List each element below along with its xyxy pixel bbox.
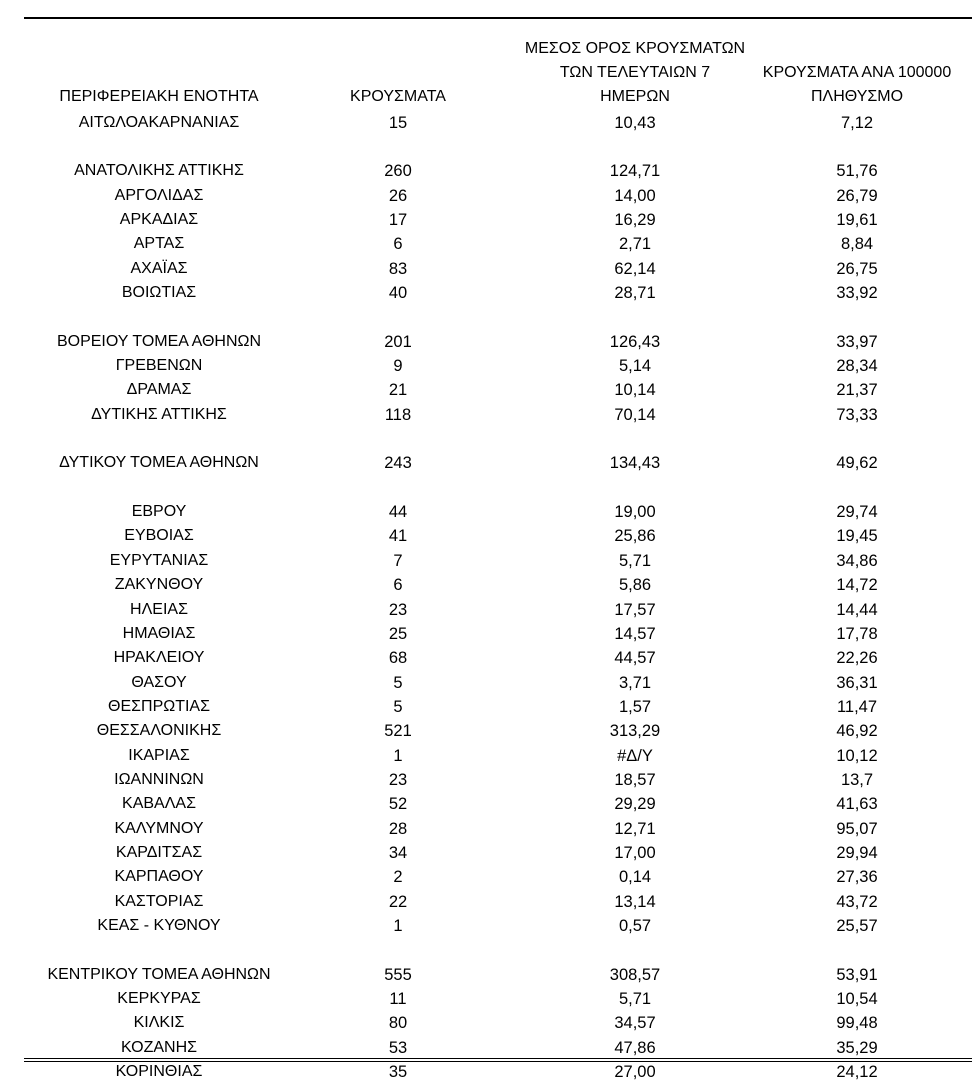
per100k-cell: 27,36 [836,868,878,886]
cases-cell: 9 [393,357,403,375]
cases-cell: 6 [393,235,403,253]
avg7-cell: 10,43 [614,114,656,132]
header-cases: ΚΡΟΥΣΜΑΤΑ [350,88,446,105]
avg7-cell: 13,14 [614,893,656,911]
cases-cell: 1 [393,747,403,765]
cases-cell: 68 [388,649,408,667]
region-cell: ΘΑΣΟΥ [131,674,187,691]
per100k-cell: 33,97 [836,333,878,351]
per100k-cell: 53,91 [836,966,878,984]
per100k-cell: 29,74 [836,503,878,521]
cases-cell: 25 [388,625,408,643]
avg7-cell: 5,71 [618,552,652,570]
avg7-cell: 0,57 [618,917,652,935]
region-cell: ΔΥΤΙΚΗΣ ΑΤΤΙΚΗΣ [91,406,227,423]
avg7-cell: 1,57 [618,698,652,716]
per100k-cell: 17,78 [836,625,878,643]
per100k-cell: 46,92 [836,722,878,740]
top-rule [24,17,972,19]
avg7-cell: 124,71 [609,162,661,180]
per100k-cell: 35,29 [836,1039,878,1057]
avg7-cell: 27,00 [614,1063,656,1081]
cases-cell: 6 [393,576,403,594]
region-cell: ΚΙΛΚΙΣ [133,1014,185,1031]
header-per100k-line2: ΠΛΗΘΥΣΜΟ [810,88,904,105]
per100k-cell: 49,62 [836,454,878,472]
cases-cell: 35 [388,1063,408,1081]
avg7-cell: 3,71 [618,674,652,692]
per100k-cell: 19,61 [836,211,878,229]
cases-cell: 2 [393,868,403,886]
per100k-cell: 29,94 [836,844,878,862]
header-avg-line1: ΜΕΣΟΣ ΟΡΟΣ ΚΡΟΥΣΜΑΤΩΝ [524,40,746,57]
per100k-cell: 25,57 [836,917,878,935]
per100k-cell: 8,84 [840,235,874,253]
region-cell: ΗΡΑΚΛΕΙΟΥ [113,649,205,666]
avg7-cell: 34,57 [614,1014,656,1032]
avg7-cell: 0,14 [618,868,652,886]
avg7-cell: 29,29 [614,795,656,813]
cases-cell: 40 [388,284,408,302]
avg7-cell: 14,00 [614,187,656,205]
cases-cell: 83 [388,260,408,278]
per100k-cell: 7,12 [840,114,874,132]
region-cell: ΑΝΑΤΟΛΙΚΗΣ ΑΤΤΙΚΗΣ [74,162,244,179]
avg7-cell: 313,29 [609,722,661,740]
region-cell: ΙΩΑΝΝΙΝΩΝ [114,771,204,788]
cases-cell: 243 [384,454,412,472]
avg7-cell: 2,71 [618,235,652,253]
per100k-cell: 51,76 [836,162,878,180]
region-cell: ΚΑΣΤΟΡΙΑΣ [114,893,204,910]
avg7-cell: 14,57 [614,625,656,643]
region-cell: ΚΕΑΣ - ΚΥΘΝΟΥ [97,917,221,934]
avg7-cell: 134,43 [609,454,661,472]
avg7-cell: 62,14 [614,260,656,278]
region-cell: ΑΧΑΪΑΣ [130,260,188,277]
cases-cell: 80 [388,1014,408,1032]
region-cell: ΑΡΓΟΛΙΔΑΣ [114,187,204,204]
region-cell: ΚΑΡΔΙΤΣΑΣ [115,844,203,861]
avg7-cell: 47,86 [614,1039,656,1057]
per100k-cell: 21,37 [836,381,878,399]
per100k-cell: 24,12 [836,1063,878,1081]
region-cell: ΘΕΣΣΑΛΟΝΙΚΗΣ [96,722,222,739]
region-cell: ΚΑΡΠΑΘΟΥ [114,868,204,885]
per100k-cell: 22,26 [836,649,878,667]
per100k-cell: 95,07 [836,820,878,838]
region-cell: ΔΥΤΙΚΟΥ ΤΟΜΕΑ ΑΘΗΝΩΝ [59,454,259,471]
per100k-cell: 36,31 [836,674,878,692]
bottom-rule [24,1058,972,1059]
per100k-cell: 34,86 [836,552,878,570]
cases-cell: 41 [388,527,408,545]
header-avg-line2: ΤΩΝ ΤΕΛΕΥΤΑΙΩΝ 7 [559,64,711,81]
cases-cell: 17 [388,211,408,229]
per100k-cell: 13,7 [840,771,874,789]
avg7-cell: 126,43 [609,333,661,351]
region-cell: ΒΟΙΩΤΙΑΣ [121,284,197,301]
region-cell: ΚΕΡΚΥΡΑΣ [117,990,201,1007]
cases-cell: 26 [388,187,408,205]
cases-cell: 23 [388,771,408,789]
region-cell: ΚΕΝΤΡΙΚΟΥ ΤΟΜΕΑ ΑΘΗΝΩΝ [47,966,271,983]
cases-cell: 118 [384,406,412,424]
cases-cell: 260 [384,162,412,180]
region-cell: ΑΙΤΩΛΟΑΚΑΡΝΑΝΙΑΣ [78,114,240,131]
cases-cell: 22 [388,893,408,911]
per100k-cell: 14,72 [836,576,878,594]
region-cell: ΚΑΛΥΜΝΟΥ [114,820,204,837]
avg7-cell: 19,00 [614,503,656,521]
cases-cell: 1 [393,917,403,935]
avg7-cell: 308,57 [609,966,661,984]
region-cell: ΚΟΖΑΝΗΣ [120,1039,198,1056]
cases-cell: 28 [388,820,408,838]
per100k-cell: 10,12 [836,747,878,765]
cases-cell: 44 [388,503,408,521]
per100k-cell: 99,48 [836,1014,878,1032]
avg7-cell: 28,71 [614,284,656,302]
cases-cell: 23 [388,601,408,619]
avg7-cell: 70,14 [614,406,656,424]
per100k-cell: 26,75 [836,260,878,278]
per100k-cell: 19,45 [836,527,878,545]
region-cell: ΚΑΒΑΛΑΣ [122,795,196,812]
bottom-rule [24,1061,972,1062]
region-cell: ΗΜΑΘΙΑΣ [122,625,196,642]
per100k-cell: 11,47 [836,698,878,716]
region-cell: ΕΒΡΟΥ [131,503,187,520]
cases-cell: 53 [388,1039,408,1057]
cases-cell: 521 [384,722,412,740]
per100k-cell: 41,63 [836,795,878,813]
avg7-cell: 17,57 [614,601,656,619]
avg7-cell: 44,57 [614,649,656,667]
avg7-cell: 25,86 [614,527,656,545]
per100k-cell: 43,72 [836,893,878,911]
cases-cell: 52 [388,795,408,813]
avg7-cell: 5,14 [618,357,652,375]
per100k-cell: 33,92 [836,284,878,302]
cases-cell: 5 [393,674,403,692]
region-cell: ΙΚΑΡΙΑΣ [128,747,190,764]
region-cell: ΚΟΡΙΝΘΙΑΣ [115,1063,203,1080]
per100k-cell: 28,34 [836,357,878,375]
per100k-cell: 26,79 [836,187,878,205]
avg7-cell: 10,14 [614,381,656,399]
header-per100k-line1: ΚΡΟΥΣΜΑΤΑ ΑΝΑ 100000 [762,64,952,81]
region-cell: ΘΕΣΠΡΩΤΙΑΣ [108,698,210,715]
region-cell: ΗΛΕΙΑΣ [130,601,188,618]
avg7-cell: 12,71 [614,820,656,838]
header-avg-line3: ΗΜΕΡΩΝ [600,88,670,105]
per100k-cell: 14,44 [836,601,878,619]
per100k-cell: 73,33 [836,406,878,424]
cases-cell: 555 [384,966,412,984]
cases-cell: 11 [389,990,407,1008]
region-cell: ΖΑΚΥΝΘΟΥ [114,576,204,593]
avg7-cell: 16,29 [614,211,656,229]
region-cell: ΓΡΕΒΕΝΩΝ [115,357,203,374]
region-cell: ΕΥΒΟΙΑΣ [124,527,194,544]
region-cell: ΒΟΡΕΙΟΥ ΤΟΜΕΑ ΑΘΗΝΩΝ [56,333,262,350]
cases-cell: 21 [388,381,408,399]
avg7-cell: 5,71 [618,990,652,1008]
region-cell: ΔΡΑΜΑΣ [126,381,192,398]
cases-cell: 15 [388,114,408,132]
region-cell: ΑΡΚΑΔΙΑΣ [119,211,199,228]
cases-cell: 5 [393,698,403,716]
avg7-cell: 5,86 [618,576,652,594]
region-cell: ΕΥΡΥΤΑΝΙΑΣ [109,552,209,569]
avg7-cell: #Δ/Υ [617,747,653,765]
header-region: ΠΕΡΙΦΕΡΕΙΑΚΗ ΕΝΟΤΗΤΑ [59,88,259,105]
avg7-cell: 18,57 [614,771,656,789]
cases-cell: 201 [384,333,412,351]
cases-cell: 7 [393,552,403,570]
cases-cell: 34 [388,844,408,862]
per100k-cell: 10,54 [836,990,878,1008]
region-cell: ΑΡΤΑΣ [133,235,185,252]
avg7-cell: 17,00 [614,844,656,862]
